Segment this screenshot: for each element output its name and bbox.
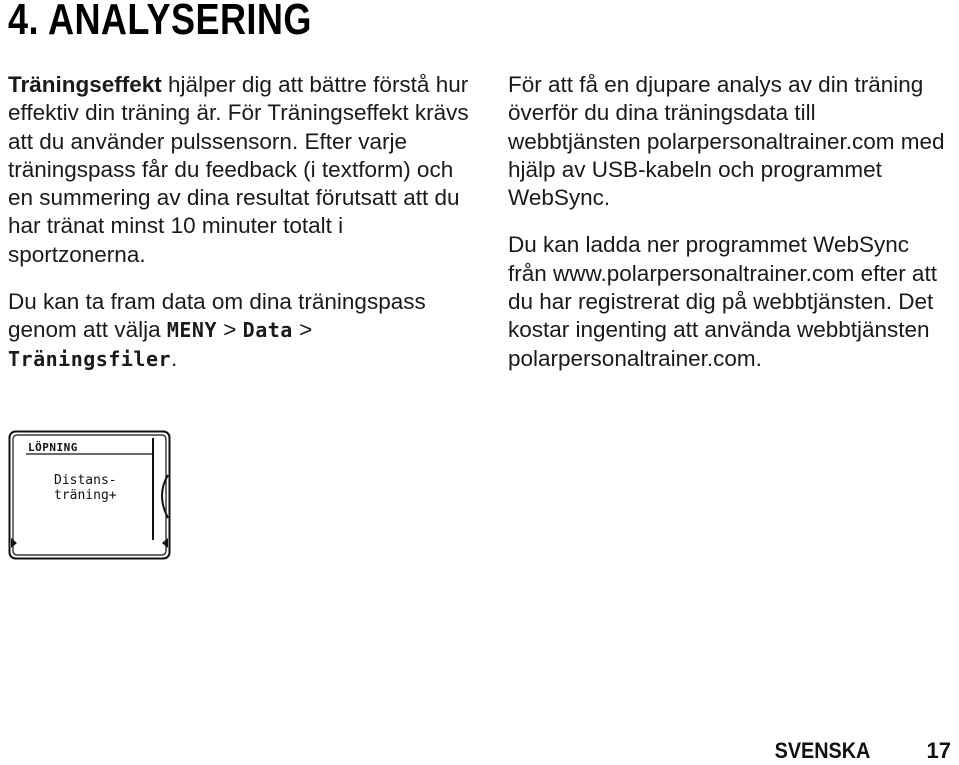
menu-item-meny: MENY (166, 318, 218, 343)
page-heading: 4. ANALYSERING (8, 0, 312, 44)
menu-separator: > (292, 317, 313, 343)
analysis-paragraph: För att få en djupare analys av din träning överför du dina träningsdata till webbtjänsten polarpersonaltrainer.com med hjälp av USB-kabeln och programmet WebSync. (508, 72, 945, 211)
menu-item-data: Data (242, 318, 293, 343)
footer-language: SVENSKA (774, 738, 871, 763)
websync-paragraph: Du kan ladda ner programmet WebSync från www.polarpersonaltrainer.com efter att du har registrerat dig på webbtjänsten. Det kostar ingenting att använda webbtjänsten polarpersonaltrainer.com. (508, 232, 937, 371)
page-number: 17 (926, 738, 951, 763)
menu-item-traningsfiler: Träningsfiler (8, 346, 172, 371)
menu-path-intro: Du kan ta fram data om dina träningspass genom att välja (8, 289, 426, 343)
paragraph-end: . (171, 345, 178, 371)
page-footer (764, 738, 951, 764)
screen-item-line: Distans- (54, 473, 117, 488)
screen-menu-item (54, 473, 134, 503)
screen-title: LÖPNING (28, 441, 78, 454)
intro-text: hjälper dig att bättre förstå hur effektiv din träning är. För Träningseffekt krävs att du använder pulssensorn. Efter varje träningspass får du feedback (i textform) och en summering av dina resultat förutsatt att du har tränat minst 10 minuter totalt i sportzonerna. (8, 72, 469, 267)
left-column (8, 71, 478, 373)
menu-separator: > (217, 317, 243, 343)
intro-paragraph (8, 71, 478, 269)
device-screen-illustration (8, 430, 171, 560)
screen-item-line: träning+ (54, 488, 117, 503)
menu-path-paragraph (8, 288, 478, 373)
right-column (508, 71, 948, 373)
training-effect-term: Träningseffekt (8, 72, 162, 97)
